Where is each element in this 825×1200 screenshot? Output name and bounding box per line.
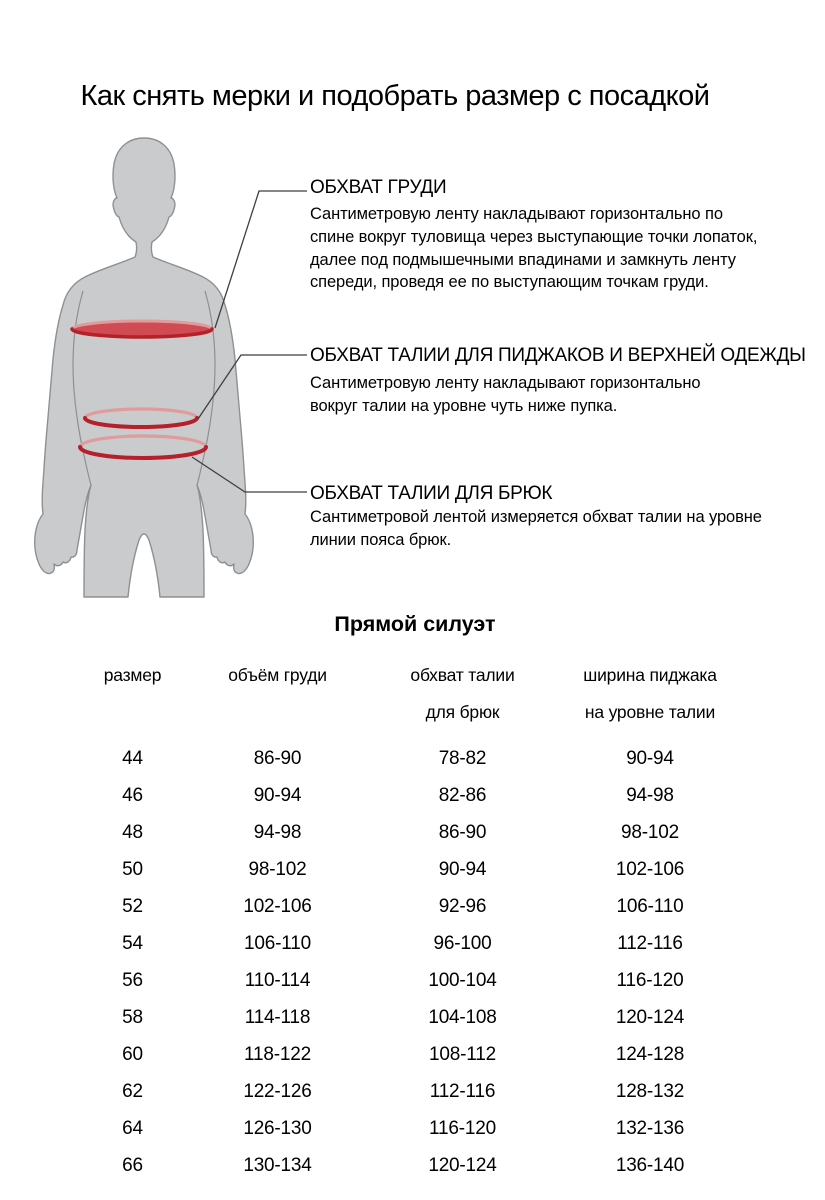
table-cell: 58 — [122, 1007, 143, 1028]
text-line: линии пояса брюк. — [310, 530, 452, 549]
table-cell: 86-90 — [253, 748, 302, 769]
table-cell: 112-116 — [429, 1081, 496, 1102]
table-cell: 118-122 — [244, 1044, 311, 1065]
table-cell: 102-106 — [615, 859, 685, 880]
column-header-size: размер — [103, 665, 162, 685]
table-cell: 90-94 — [626, 748, 674, 769]
text-line: вокруг талии на уровне чуть ниже пупка. — [310, 396, 618, 415]
text-line: спереди, проведя ее по выступающим точкам груди. — [310, 273, 709, 292]
measurement-figure — [22, 135, 307, 600]
page-title: Как снять мерки и подобрать размер с посадкой — [80, 80, 710, 112]
table-cell: 98-102 — [621, 822, 679, 843]
table-cell: 106-110 — [616, 896, 684, 917]
table-cell: 86-90 — [438, 822, 487, 843]
trouser-waist-measurement-heading: ОБХВАТ ТАЛИИ ДЛЯ БРЮК — [310, 483, 553, 504]
table-cell: 106-110 — [244, 933, 311, 954]
leader-line-chest — [215, 191, 307, 328]
table-cell: 114-118 — [244, 1007, 311, 1028]
table-cell: 90-94 — [253, 785, 302, 806]
table-cell: 102-106 — [243, 896, 312, 917]
table-row — [85, 777, 750, 814]
column-header-jacket-width: ширина пиджака на уровне талии — [583, 665, 717, 722]
chest-measurement-band — [72, 321, 212, 337]
table-cell: 64 — [122, 1118, 143, 1139]
table-cell: 98-102 — [248, 859, 307, 880]
text-line: далее под подмышечными впадинами и замкнуть ленту — [310, 250, 736, 269]
table-cell: 128-132 — [615, 1081, 685, 1102]
trouser-waist-measurement-text — [310, 506, 762, 552]
table-cell: 136-140 — [615, 1155, 685, 1176]
table-cell: 62 — [122, 1081, 143, 1102]
jacket-waist-measurement-text — [310, 372, 701, 418]
table-cell: 116-120 — [429, 1118, 496, 1139]
table-cell: 82-86 — [438, 785, 487, 806]
table-cell: 126-130 — [243, 1118, 312, 1139]
table-row — [85, 925, 750, 962]
table-cell: 120-124 — [615, 1007, 685, 1028]
table-cell: 92-96 — [438, 896, 487, 917]
table-cell: 90-94 — [438, 859, 487, 880]
table-row — [85, 999, 750, 1036]
chest-measurement-text — [310, 203, 757, 294]
table-cell: 122-126 — [243, 1081, 312, 1102]
size-table-header — [85, 665, 750, 722]
table-row — [85, 1147, 750, 1184]
table-row — [85, 962, 750, 999]
table-cell: 110-114 — [244, 970, 311, 991]
table-cell: 94-98 — [626, 785, 674, 806]
table-row — [85, 814, 750, 851]
column-header-trouser-waist: обхват талии для брюк — [410, 665, 515, 722]
table-cell: 60 — [122, 1044, 143, 1065]
chest-measurement-heading: ОБХВАТ ГРУДИ — [310, 177, 447, 198]
table-cell: 108-112 — [429, 1044, 496, 1065]
table-cell: 94-98 — [253, 822, 302, 843]
table-cell: 78-82 — [438, 748, 487, 769]
table-cell: 132-136 — [615, 1118, 685, 1139]
male-silhouette — [35, 138, 254, 597]
text-line: спине вокруг туловища через выступающие точки лопаток, — [310, 227, 758, 246]
table-cell: 56 — [122, 970, 143, 991]
table-cell: 104-108 — [428, 1007, 497, 1028]
table-row — [85, 1036, 750, 1073]
table-row — [85, 1110, 750, 1147]
table-row — [85, 851, 750, 888]
table-cell: 130-134 — [243, 1155, 312, 1176]
table-cell: 96-100 — [433, 933, 492, 954]
table-cell: 120-124 — [428, 1155, 497, 1176]
table-cell: 100-104 — [428, 970, 497, 991]
table-cell: 50 — [122, 859, 143, 880]
table-cell: 46 — [122, 785, 143, 806]
column-header-chest: объём груди — [228, 665, 327, 685]
table-cell: 116-120 — [616, 970, 684, 991]
table-row — [85, 888, 750, 925]
text-line: Сантиметровой лентой измеряется обхват талии на уровне — [310, 508, 762, 526]
table-cell: 52 — [122, 896, 143, 917]
table-cell: 54 — [122, 933, 143, 954]
size-table-body — [85, 740, 750, 1184]
table-cell: 112-116 — [617, 933, 683, 954]
jacket-waist-measurement-heading: ОБХВАТ ТАЛИИ ДЛЯ ПИДЖАКОВ И ВЕРХНЕЙ ОДЕЖДЫ — [310, 345, 806, 366]
table-row — [85, 1073, 750, 1110]
table-cell: 44 — [122, 748, 143, 769]
table-row — [85, 740, 750, 777]
text-line: Сантиметровую ленту накладывают горизонтально по — [310, 205, 723, 223]
text-line: Сантиметровую ленту накладывают горизонтально — [310, 374, 701, 392]
table-cell: 66 — [122, 1155, 143, 1176]
size-table-title: Прямой силуэт — [334, 612, 496, 636]
table-cell: 48 — [122, 822, 143, 843]
table-cell: 124-128 — [615, 1044, 685, 1065]
